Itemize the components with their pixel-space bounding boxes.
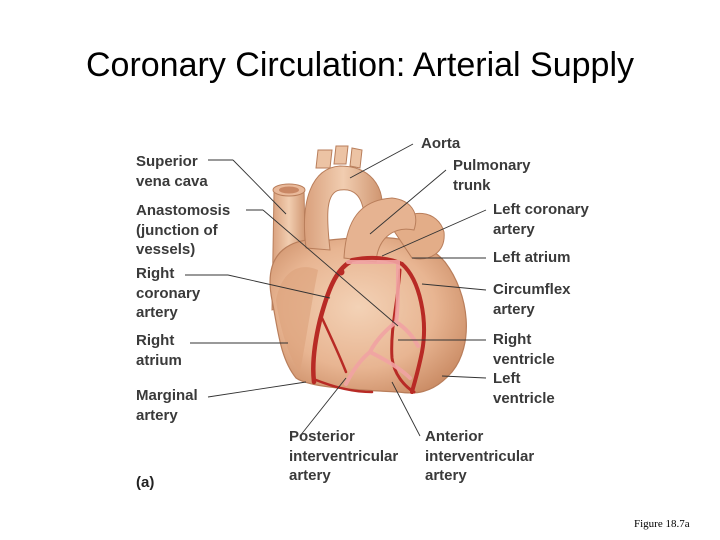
- slide-title: Coronary Circulation: Arterial Supply: [85, 46, 635, 84]
- label-left-atrium: Left atrium: [493, 249, 571, 266]
- label-right-coronary-artery: Right coronary artery: [136, 265, 201, 321]
- label-right-ventricle: Right ventricle: [493, 331, 555, 368]
- label-circumflex-artery: Circumflex artery: [493, 281, 571, 318]
- label-anastomosis: Anastomosis (junction of vessels): [136, 202, 231, 258]
- leader-left-ventricle: [442, 376, 486, 378]
- label-pulmonary-trunk: Pulmonary trunk: [453, 157, 531, 194]
- label-left-ventricle: Left ventricle: [493, 370, 555, 407]
- label-superior-vena-cava: Superior vena cava: [136, 153, 208, 190]
- label-posterior-interventricular-artery: Posterior interventricular artery: [289, 428, 399, 484]
- label-anterior-interventricular-artery: Anterior interventricular artery: [425, 428, 535, 484]
- label-marginal-artery: Marginal artery: [136, 387, 198, 424]
- figure-caption: Figure 18.7a: [634, 518, 690, 530]
- label-left-coronary-artery: Left coronary artery: [493, 201, 589, 238]
- leader-marginal: [208, 382, 306, 397]
- label-right-atrium: Right atrium: [136, 332, 182, 369]
- label-aorta: Aorta: [421, 135, 461, 152]
- panel-label: (a): [136, 474, 155, 491]
